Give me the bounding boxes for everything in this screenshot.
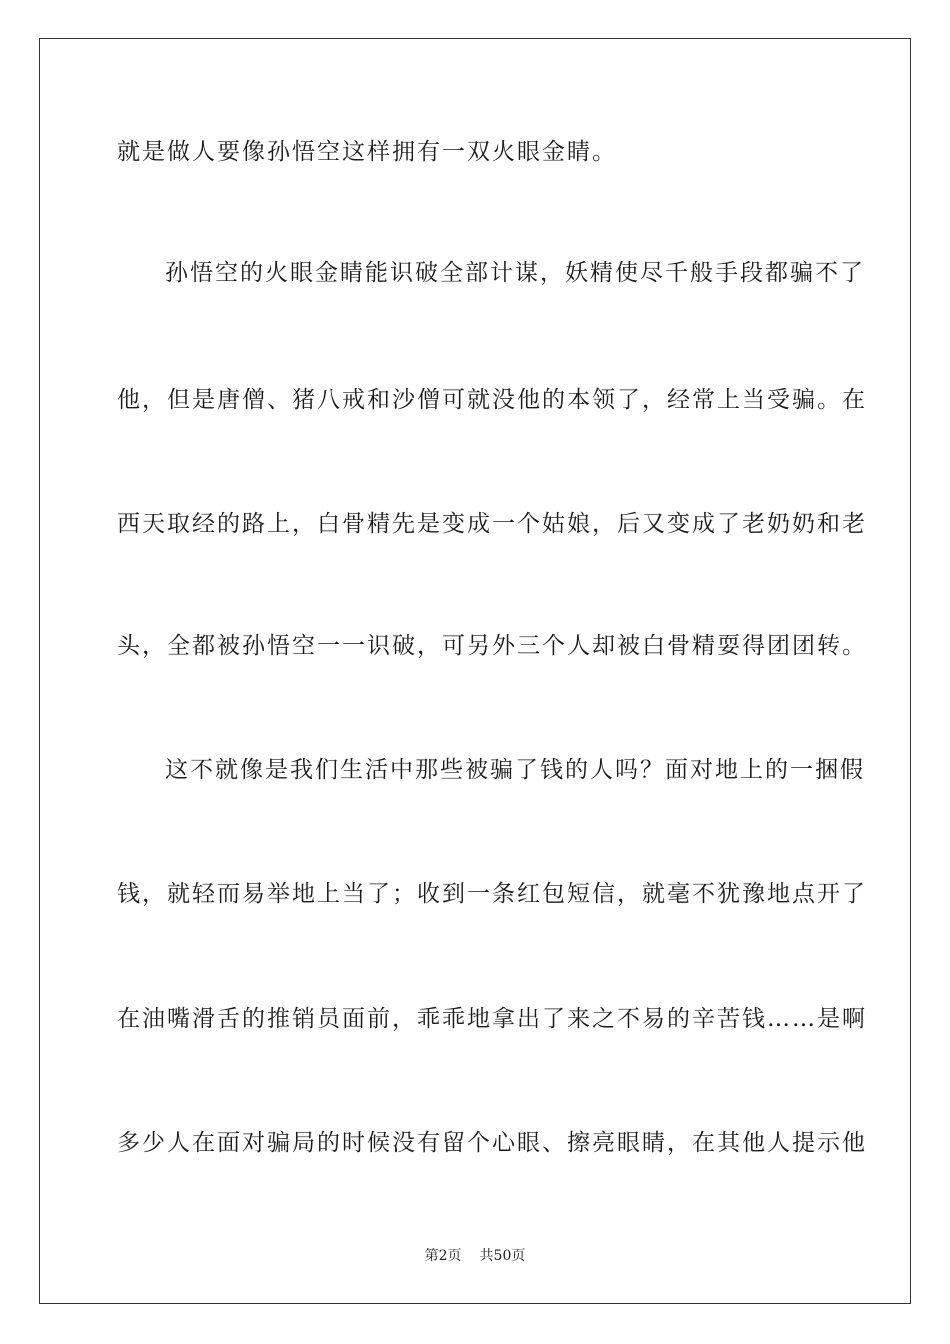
page-frame bbox=[39, 38, 911, 1304]
text-line-8: 在油嘴滑舌的推销员面前，乖乖地拿出了来之不易的辛苦钱……是啊 bbox=[117, 1006, 867, 1032]
text-line-1: 就是做人要像孙悟空这样拥有一双火眼金睛。 bbox=[117, 139, 617, 165]
text-line-6: 这不就像是我们生活中那些被骗了钱的人吗？面对地上的一捆假 bbox=[165, 757, 865, 783]
text-line-3: 他，但是唐僧、猪八戒和沙僧可就没他的本领了，经常上当受骗。在 bbox=[117, 387, 867, 413]
page-footer bbox=[0, 1247, 950, 1265]
text-line-4: 西天取经的路上，白骨精先是变成一个姑娘，后又变成了老奶奶和老 bbox=[117, 511, 867, 537]
text-line-2: 孙悟空的火眼金睛能识破全部计谋，妖精使尽千般手段都骗不了 bbox=[165, 260, 865, 286]
page-number-total: 共50页 bbox=[479, 1248, 526, 1264]
page-number-current: 第2页 bbox=[424, 1248, 462, 1264]
text-line-9: 多少人在面对骗局的时候没有留个心眼、擦亮眼睛，在其他人提示他 bbox=[117, 1130, 867, 1156]
text-line-7: 钱，就轻而易举地上当了；收到一条红包短信，就毫不犹豫地点开了 bbox=[117, 881, 867, 907]
text-line-5: 头，全都被孙悟空一一识破，可另外三个人却被白骨精耍得团团转。 bbox=[117, 633, 867, 659]
